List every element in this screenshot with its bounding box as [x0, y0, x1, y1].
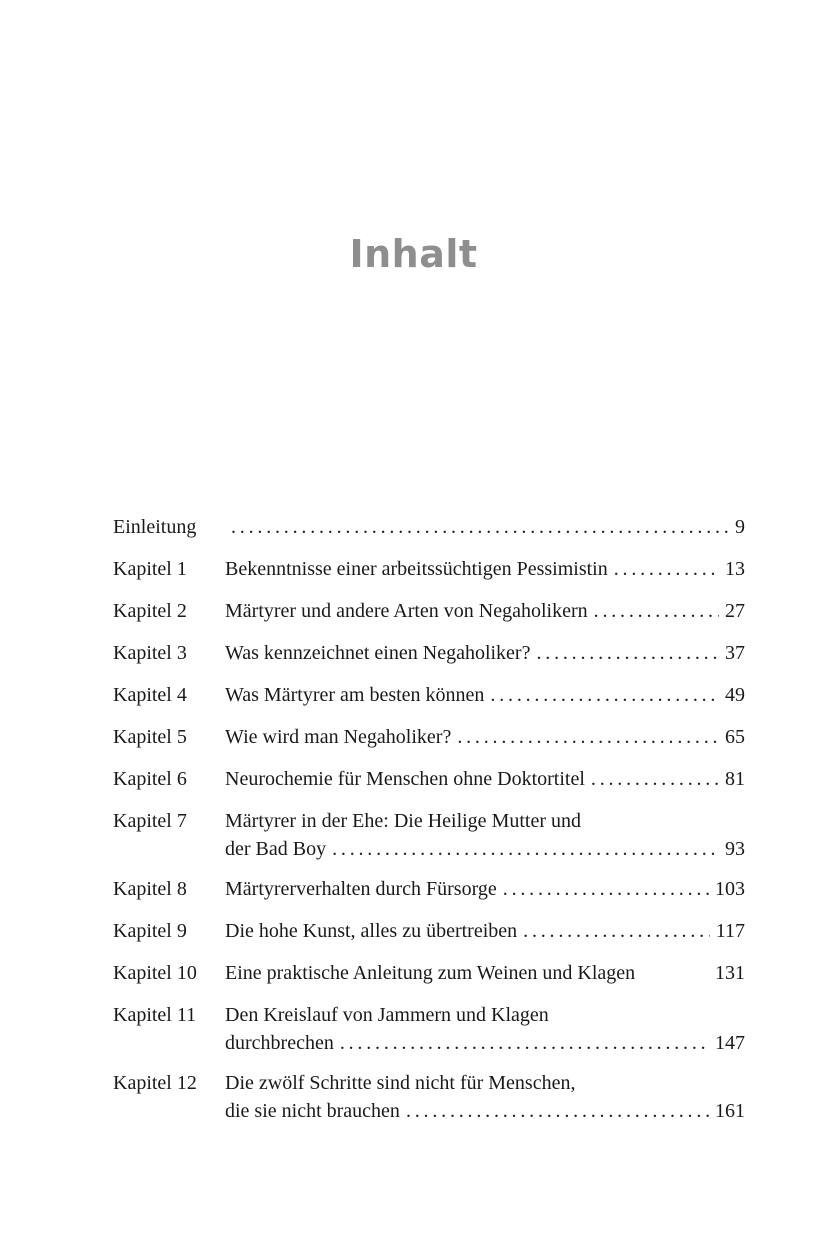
- toc-entry-kapitel-6: [113, 764, 745, 795]
- toc-entry-line: [225, 916, 745, 945]
- dot-leader: [406, 1096, 709, 1127]
- toc-entry-body: [225, 1068, 745, 1125]
- toc-entry-body: [225, 638, 745, 667]
- toc-entry-line: [225, 722, 745, 751]
- toc-entry-label: Kapitel 6: [113, 768, 187, 790]
- toc-page-number: 147: [715, 1032, 745, 1054]
- dot-leader: [503, 874, 709, 905]
- toc-entry-title-line: Die zwölf Schritte sind nicht für Menschen,: [225, 1072, 576, 1094]
- toc-entry-label: Einleitung: [113, 516, 197, 538]
- toc-entry-line: [225, 554, 745, 583]
- toc-entry-body: [225, 806, 745, 863]
- toc-entry-label: Kapitel 4: [113, 684, 187, 706]
- dot-leader: [594, 596, 719, 627]
- dot-leader: [523, 916, 710, 947]
- toc-page-number: 161: [715, 1100, 745, 1122]
- toc-page-number: 131: [715, 962, 745, 984]
- toc-entry-title: Eine praktische Anleitung zum Weinen und Klagen: [225, 962, 636, 984]
- toc-entry-body: [225, 512, 745, 541]
- toc-entry-body: [225, 958, 745, 987]
- toc-entry-body: [225, 680, 745, 709]
- toc-page-number: 117: [715, 920, 745, 942]
- toc-entry-kapitel-12: [113, 1068, 745, 1125]
- toc-entry-body: [225, 1000, 745, 1057]
- toc-page-number: 81: [725, 768, 745, 790]
- toc-entry-title-line: Den Kreislauf von Jammern und Klagen: [225, 1004, 549, 1026]
- toc-entry-title: Was Märtyrer am besten können: [225, 684, 485, 706]
- toc-entry-title: Die hohe Kunst, alles zu übertreiben: [225, 920, 518, 942]
- toc-entry-label: Kapitel 12: [113, 1072, 197, 1094]
- toc-entry-line: [225, 874, 745, 903]
- toc-entry-title: durchbrechen: [225, 1032, 334, 1054]
- toc-entry-kapitel-2: [113, 596, 745, 627]
- toc-page-number: 27: [725, 600, 745, 622]
- toc-entry-line: [225, 638, 745, 667]
- toc-entry-label: Kapitel 8: [113, 878, 187, 900]
- toc-entry-label: Kapitel 10: [113, 962, 197, 984]
- toc-entry-kapitel-1: [113, 554, 745, 585]
- toc-page-number: 13: [725, 558, 745, 580]
- toc-page-number: 49: [725, 684, 745, 706]
- dot-leader: [231, 512, 729, 543]
- toc-entry-kapitel-11: [113, 1000, 745, 1057]
- toc-entry-label: Kapitel 3: [113, 642, 187, 664]
- toc-entry-line: [225, 1096, 745, 1125]
- toc-entry-label: Kapitel 5: [113, 726, 187, 748]
- toc-page-number: 65: [725, 726, 745, 748]
- toc-page-number: 103: [715, 878, 745, 900]
- toc-entry-kapitel-4: [113, 680, 745, 711]
- toc-entry-einleitung: [113, 512, 745, 543]
- toc-entry-line: [225, 1028, 745, 1057]
- toc-page-number: 9: [735, 516, 745, 538]
- toc-entry-title: die sie nicht brauchen: [225, 1100, 400, 1122]
- toc-entry-line: [225, 680, 745, 709]
- toc-entry-line: [225, 512, 745, 541]
- dot-leader: [332, 834, 719, 865]
- dot-leader: [490, 680, 719, 711]
- toc-entry-line: [225, 596, 745, 625]
- toc-entry-kapitel-8: [113, 874, 745, 905]
- toc-entry-line: [225, 1000, 745, 1028]
- toc-entry-line: [225, 834, 745, 863]
- toc-entry-body: [225, 554, 745, 583]
- toc-entry-kapitel-10: [113, 958, 745, 989]
- toc-entry-title: Neurochemie für Menschen ohne Doktortitel: [225, 768, 585, 790]
- toc-entry-title: Märtyrerverhalten durch Fürsorge: [225, 878, 497, 900]
- toc-entry-body: [225, 722, 745, 751]
- toc-entry-line: [225, 1068, 745, 1096]
- dot-leader: [340, 1028, 709, 1059]
- toc-entry-line: [225, 958, 745, 987]
- toc-entry-body: [225, 874, 745, 903]
- toc-entry-label: Kapitel 1: [113, 558, 187, 580]
- dot-leader: [614, 554, 719, 585]
- toc-entry-kapitel-5: [113, 722, 745, 753]
- toc-entry-label: Kapitel 9: [113, 920, 187, 942]
- toc-entry-title: Wie wird man Negaholiker?: [225, 726, 452, 748]
- page-title: Inhalt: [349, 232, 478, 276]
- dot-leader: [591, 764, 719, 795]
- dot-leader: [536, 638, 719, 669]
- toc-entry-kapitel-7: [113, 806, 745, 863]
- toc-entry-title: Märtyrer und andere Arten von Negaholikern: [225, 600, 588, 622]
- toc-entry-label: Kapitel 11: [113, 1004, 197, 1026]
- toc-entry-title-line: Märtyrer in der Ehe: Die Heilige Mutter und: [225, 810, 581, 832]
- toc-entry-line: [225, 764, 745, 793]
- toc-page-number: 37: [725, 642, 745, 664]
- toc-entry-title: Was kennzeichnet einen Negaholiker?: [225, 642, 531, 664]
- toc-entry-label: Kapitel 2: [113, 600, 187, 622]
- dot-leader: [457, 722, 719, 753]
- table-of-contents: [113, 512, 745, 1136]
- toc-entry-title: Bekenntnisse einer arbeitssüchtigen Pessimistin: [225, 558, 608, 580]
- toc-entry-body: [225, 764, 745, 793]
- toc-entry-kapitel-9: [113, 916, 745, 947]
- toc-page-number: 93: [725, 838, 745, 860]
- toc-entry-body: [225, 916, 745, 945]
- toc-entry-title: der Bad Boy: [225, 838, 327, 860]
- toc-entry-line: [225, 806, 745, 834]
- toc-entry-kapitel-3: [113, 638, 745, 669]
- toc-entry-body: [225, 596, 745, 625]
- toc-entry-label: Kapitel 7: [113, 810, 187, 832]
